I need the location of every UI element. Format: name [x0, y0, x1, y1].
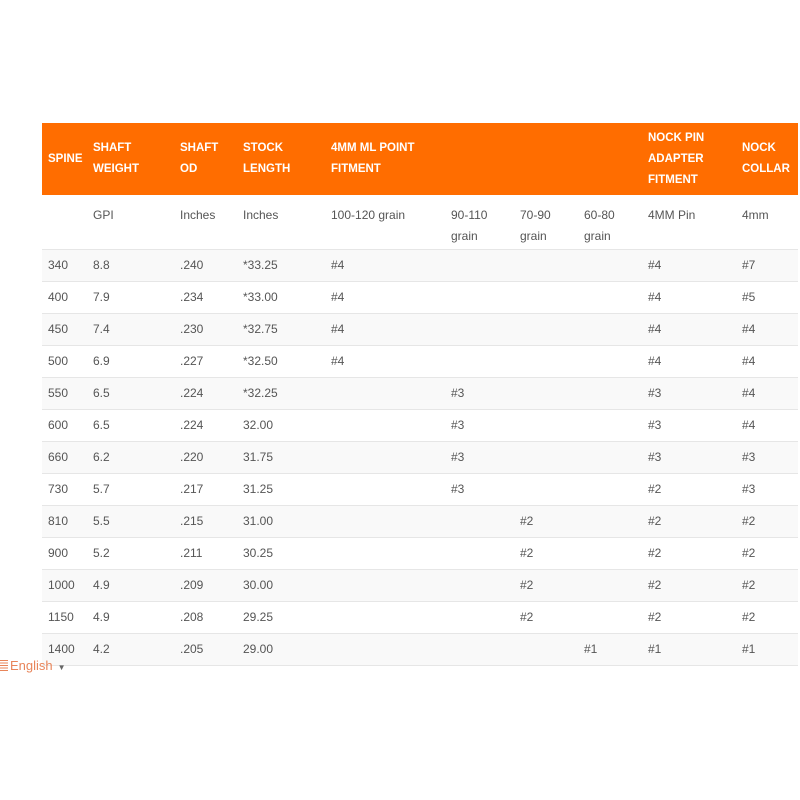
column-header: [514, 123, 578, 195]
header-text: FITMENT: [331, 163, 381, 175]
table-cell: 7.4: [87, 313, 174, 345]
column-header: [578, 123, 642, 195]
table-cell: [325, 505, 445, 537]
table-cell: 5.2: [87, 537, 174, 569]
table-cell: 29.00: [237, 633, 325, 665]
unit-cell: Inches: [237, 195, 325, 249]
table-cell: 7.9: [87, 281, 174, 313]
table-cell: #4: [738, 409, 798, 441]
header-text: FITMENT: [648, 173, 698, 186]
table-cell: #2: [514, 537, 578, 569]
table-row: [42, 601, 798, 633]
unit-cell: 60-80 grain: [578, 195, 642, 249]
table-cell: [514, 473, 578, 505]
table-cell: [325, 409, 445, 441]
table-cell: 31.25: [237, 473, 325, 505]
table-cell: #4: [642, 281, 738, 313]
table-cell: [445, 281, 514, 313]
table-cell: 810: [42, 505, 87, 537]
header-text: COLLAR: [742, 163, 790, 175]
table-cell: 730: [42, 473, 87, 505]
table-cell: *33.25: [237, 249, 325, 281]
table-cell: [578, 441, 642, 473]
table-cell: .220: [174, 441, 237, 473]
table-cell: #2: [642, 473, 738, 505]
header-text: LENGTH: [243, 163, 291, 175]
table-cell: .215: [174, 505, 237, 537]
table-cell: [578, 601, 642, 633]
table-cell: #3: [445, 473, 514, 505]
unit-cell: 70-90 grain: [514, 195, 578, 249]
table-row: [42, 345, 798, 377]
table-cell: [445, 313, 514, 345]
table-cell: 400: [42, 281, 87, 313]
table-cell: #1: [578, 633, 642, 665]
table-cell: .230: [174, 313, 237, 345]
column-header: [325, 123, 445, 195]
header-text: SPINE: [48, 152, 83, 165]
table-cell: #3: [642, 441, 738, 473]
table-cell: [445, 345, 514, 377]
unit-cell: Inches: [174, 195, 237, 249]
header-text: SHAFT: [93, 142, 132, 154]
table-row: [42, 537, 798, 569]
table-cell: [514, 345, 578, 377]
table-cell: *32.50: [237, 345, 325, 377]
table-cell: 4.9: [87, 569, 174, 601]
table-cell: [445, 569, 514, 601]
table-cell: #1: [738, 633, 798, 665]
table-cell: *33.00: [237, 281, 325, 313]
table-cell: 550: [42, 377, 87, 409]
table-cell: [325, 569, 445, 601]
table-cell: 6.5: [87, 377, 174, 409]
table-cell: [445, 537, 514, 569]
table-cell: 29.25: [237, 601, 325, 633]
table-cell: *32.75: [237, 313, 325, 345]
table-cell: [514, 281, 578, 313]
table-cell: #3: [642, 409, 738, 441]
table-cell: 500: [42, 345, 87, 377]
table-cell: .234: [174, 281, 237, 313]
table-cell: [325, 633, 445, 665]
header-text: 4MM ML POINT: [331, 142, 415, 154]
table-row: [42, 313, 798, 345]
table-cell: #2: [642, 569, 738, 601]
table-cell: #2: [514, 505, 578, 537]
table-cell: [578, 505, 642, 537]
column-header: [738, 123, 798, 195]
table-cell: #3: [445, 409, 514, 441]
language-label: English: [10, 658, 53, 673]
table-cell: .217: [174, 473, 237, 505]
table-cell: *32.25: [237, 377, 325, 409]
caret-down-icon: ▼: [57, 663, 66, 672]
table-cell: #3: [738, 473, 798, 505]
table-cell: 6.2: [87, 441, 174, 473]
spine-chart-table: [42, 123, 798, 666]
table-cell: .224: [174, 377, 237, 409]
table-cell: 1000: [42, 569, 87, 601]
table-cell: #4: [325, 313, 445, 345]
table-row: [42, 633, 798, 665]
table-cell: .227: [174, 345, 237, 377]
table-cell: #4: [642, 345, 738, 377]
table-cell: [578, 409, 642, 441]
table-cell: .224: [174, 409, 237, 441]
table-cell: .240: [174, 249, 237, 281]
header-text: STOCK: [243, 142, 284, 154]
language-selector[interactable]: [0, 658, 66, 673]
column-header: [642, 123, 738, 195]
column-header: [445, 123, 514, 195]
table-cell: 660: [42, 441, 87, 473]
table-cell: 340: [42, 249, 87, 281]
table-cell: #1: [642, 633, 738, 665]
table-cell: 900: [42, 537, 87, 569]
table-cell: .211: [174, 537, 237, 569]
table-cell: 600: [42, 409, 87, 441]
table-cell: 450: [42, 313, 87, 345]
table-cell: 1400: [42, 633, 87, 665]
table-cell: #5: [738, 281, 798, 313]
table-cell: [445, 601, 514, 633]
table-cell: #4: [325, 249, 445, 281]
table-cell: #2: [514, 601, 578, 633]
table-cell: 8.8: [87, 249, 174, 281]
unit-cell: 100-120 grain: [325, 195, 445, 249]
table-cell: [578, 473, 642, 505]
unit-cell: GPI: [87, 195, 174, 249]
table-cell: #2: [738, 601, 798, 633]
table-cell: 5.5: [87, 505, 174, 537]
table-cell: #4: [642, 313, 738, 345]
table-cell: #4: [325, 345, 445, 377]
table-cell: [578, 377, 642, 409]
column-header: [87, 123, 174, 195]
table-cell: #3: [738, 441, 798, 473]
table-cell: #4: [642, 249, 738, 281]
table-cell: .208: [174, 601, 237, 633]
table-cell: #3: [445, 441, 514, 473]
table-cell: #4: [325, 281, 445, 313]
table-cell: [325, 441, 445, 473]
table-row: [42, 249, 798, 281]
table-cell: [578, 249, 642, 281]
table-row: [42, 505, 798, 537]
header-text: NOCK: [742, 142, 776, 154]
table-cell: [325, 601, 445, 633]
table-row: [42, 409, 798, 441]
table-cell: 6.5: [87, 409, 174, 441]
table-cell: [514, 441, 578, 473]
table-cell: #4: [738, 313, 798, 345]
unit-cell: 90-110 grain: [445, 195, 514, 249]
table-row: [42, 377, 798, 409]
table-cell: [325, 377, 445, 409]
header-text: WEIGHT: [93, 163, 139, 175]
table-cell: 30.25: [237, 537, 325, 569]
spine-chart-table-container: [42, 123, 798, 666]
table-cell: #2: [642, 505, 738, 537]
unit-cell: 4mm: [738, 195, 798, 249]
table-cell: 6.9: [87, 345, 174, 377]
table-cell: #3: [642, 377, 738, 409]
table-cell: [325, 537, 445, 569]
table-cell: [445, 633, 514, 665]
table-cell: [514, 409, 578, 441]
units-row: [42, 195, 798, 249]
table-cell: [578, 537, 642, 569]
table-cell: [514, 313, 578, 345]
table-cell: [445, 505, 514, 537]
header-row: [42, 123, 798, 195]
table-cell: .205: [174, 633, 237, 665]
table-cell: #2: [738, 537, 798, 569]
table-cell: 31.00: [237, 505, 325, 537]
table-cell: [445, 249, 514, 281]
table-cell: 4.9: [87, 601, 174, 633]
unit-cell: 4MM Pin: [642, 195, 738, 249]
table-cell: 31.75: [237, 441, 325, 473]
column-header: [237, 123, 325, 195]
language-list-icon: [0, 660, 8, 672]
table-row: [42, 441, 798, 473]
table-cell: #4: [738, 377, 798, 409]
table-cell: 1150: [42, 601, 87, 633]
table-cell: [514, 377, 578, 409]
header-text: OD: [180, 163, 198, 175]
table-row: [42, 281, 798, 313]
table-cell: #2: [642, 537, 738, 569]
table-cell: 32.00: [237, 409, 325, 441]
table-cell: 4.2: [87, 633, 174, 665]
table-cell: #2: [738, 505, 798, 537]
table-cell: 5.7: [87, 473, 174, 505]
table-row: [42, 569, 798, 601]
table-row: [42, 473, 798, 505]
table-cell: .209: [174, 569, 237, 601]
column-header: [174, 123, 237, 195]
header-text: ADAPTER: [648, 152, 704, 165]
table-cell: #7: [738, 249, 798, 281]
table-cell: 30.00: [237, 569, 325, 601]
table-cell: #4: [738, 345, 798, 377]
table-cell: [325, 473, 445, 505]
column-header: [42, 123, 87, 195]
header-text: NOCK PIN: [648, 131, 705, 144]
header-text: SHAFT: [180, 142, 219, 154]
table-cell: [578, 345, 642, 377]
table-cell: #3: [445, 377, 514, 409]
unit-cell: [42, 195, 87, 249]
table-cell: #2: [642, 601, 738, 633]
table-cell: [514, 633, 578, 665]
table-cell: [578, 569, 642, 601]
table-cell: #2: [738, 569, 798, 601]
table-cell: [514, 249, 578, 281]
table-cell: [578, 313, 642, 345]
table-cell: [578, 281, 642, 313]
table-cell: #2: [514, 569, 578, 601]
